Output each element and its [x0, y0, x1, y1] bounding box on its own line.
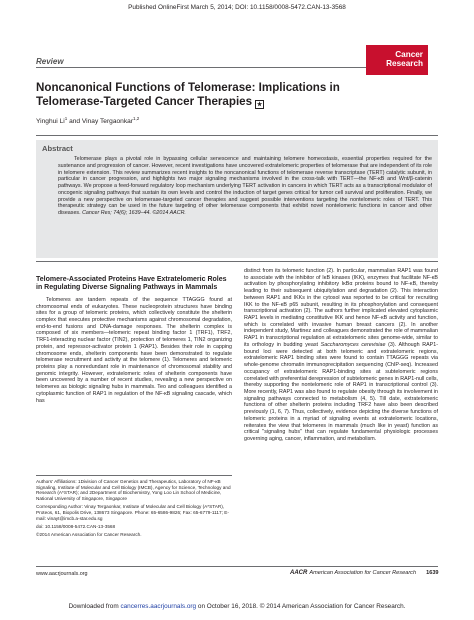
article-title [36, 81, 436, 109]
abstract-top-rule [36, 135, 438, 136]
highlight-icon: ★ [256, 101, 263, 108]
author-list: Yinghui Li$^1$ and Vinay Tergaonkar$^{1,2}$ [36, 116, 140, 126]
right-column [244, 268, 438, 443]
abstract-body: Telomerase plays a pivotal role in bypassing cellular senescence and maintaining telomere homeostasis, essential properties required for the sustenance and progression of cancer. However, recent investigations have uncovered extratelomeric properties of telomerase that are independent of its role in telomere extension. This review summarizes recent insights to the noncanonical functions of telomerase reverse transcriptase (TERT) catalytic subunit, in particular in cancer progression, and highlights two major signaling mechanisms involved in the cross-talk with TERT—the NF-κB and Wnt/β-catenin pathways. We propose a feed-forward regulatory loop mechanism underlying TERT activation in cancers in which TERT acts as a transcriptional modulator of oncogenic signaling pathways that sustain its own levels and control the induction of target genes critical for tumor cell survival and proliferation. Finally, we provide a new perspective on telomerase-targeted cancer therapies and suggest possible interventions targeting the nontelomeric roles of TERT. This therapeutic strategy can be used in the future targeting of other telomerase components that exhibit novel nontelomeric functions in cancer and other diseases. Cancer Res; 74(6); 1639–44. ©2014 AACR. [58, 156, 432, 217]
title-line-1: Noncanonical Functions of Telomerase: Implications in [36, 81, 340, 94]
affiliation-rule [36, 475, 232, 476]
authors-affiliations: Authors' Affiliations: 1Division of Cancer Genetics and Therapeutics, Laboratory of NF-κB Signaling, Institute of Molecular and Cell Biology (IMCB), Agency for Science, Technology and Research (A*STAR); and 2Department of Biochemistry, Yong Loo Lin School of Medicine, National University of Singapore, Singapore [36, 479, 231, 502]
abstract-heading: Abstract [42, 144, 73, 153]
section-heading: Telomere-Associated Proteins Have Extratelomeric Roles in Regulating Diverse Signaling Pathways in Mammals [36, 276, 227, 292]
footer-rule [36, 566, 438, 567]
affiliations-block [36, 479, 232, 540]
published-online-line: Published OnlineFirst March 5, 2014; DOI: 10.1158/0008-5472.CAN-13-3568 [128, 4, 346, 11]
page-number: 1639 [426, 570, 439, 576]
download-link[interactable]: cancerres.aacrjournals.org [120, 603, 197, 610]
right-paragraph: distinct from its telomeric function (2). In particular, mammalian RAP1 was found to associate with the inhibitor of IκB kinases (IKK), enzymes that facilitate NF-κB activation by phosphorylating inhibitory IκBα proteins bound to NF-κB, thereby leading to their subsequent ubiquitylation and degradation (2). This interaction between RAP1 and IKKs in the cytosol was reported to be critical for recruiting IKK to the NF-κB p65 subunit, resulting in its phosphorylation and consequent transcriptional activation (2). The authors further implicated elevated cytoplasmic RAP1 levels in mediating constitutive IKK and hence NF-κB activity and function, which is correlated with invasive human breast cancers (2). In another independent study, Martinez and colleagues demonstrated the role of mammalian RAP1 in transcriptional regulation at extratelomeric sites genome-wide, similar to its orthology in budding yeast Saccharomyces cerevisiae (3). Although RAP1-bound loci were detected at both telomeric and extratelomeric regions, extratelomeric RAP1 binding sites were found to contain TTAGGG repeats via whole-genome chromatin immunoprecipitation sequencing (ChIP-seq). Increased occupancy of extratelomeric RAP1-binding sites at subtelomeric regions correlated with preferential derepression of subtelomeric genes in RAP1-null cells, thereby supporting the nontelomeric role of RAP1 in transcriptional control (3). More recently, RAP1 was also found to regulate obesity through its involvement in signaling pathways connected to metabolism (4, 5). Till date, extratelomeric functions of other shelterin proteins including TRF2 have also been described previously (1, 6, 7). Thus, collectively, evidence depicting the diverse functions of telomeric proteins in a myriad of signaling events at extratelomeric locations, reiterates the view that telomeres in mammals (much like in yeast) function as critical "signaling hubs" that can regulate fundamental physiologic processes governing aging, cancer, inflammation, and metabolism. [244, 268, 438, 442]
footer-publisher: AACR American Association for Cancer Research 1639 [290, 570, 439, 576]
downloaded-line: Downloaded from cancerres.aacrjournals.org on October 16, 2018. © 2014 American Association for Cancer Research. [68, 603, 406, 610]
title-line-2: Telomerase-Targeted Cancer Therapies ★ [36, 94, 263, 108]
badge-line-1: Cancer [395, 50, 423, 59]
aacr-logo-icon: AACR [290, 570, 308, 576]
corresponding-author: Corresponding Author: Vinay Tergaonkar, Institute of Molecular and Cell Biology (A*STAR), Proteos, 61, Biopolis Drive, 138673 Singapore. Phone: 65-6586-9826; Fax: 65-6779-1117; E-mail: vinayt@imcb.a-star.edu.sg [36, 504, 229, 521]
copyright-line: ©2014 American Association for Cancer Research. [36, 532, 142, 538]
badge-line-2: Research [386, 59, 423, 69]
left-paragraph: Telomeres are tandem repeats of the sequence TTAGGG found at chromosomal ends of eukaryotes. These nucleoprotein structures have binding sites for a group of telomeric proteins, which collectively constitute the shelterin complex that executes protective mechanisms against chromosomal degradation, end-to-end fusions and DNA-damage responses. The shelterin complex is composed of six members—telomeric repeat binding factor 1 (TRF1), TRF2, TRF1-interacting nuclear factor (TIN2), protection of telomeres 1, TIN2 organizing protein, and repressor-activator protein 1 (RAP1). Besides their role in capping chromosome ends, shelterin components have been demonstrated to regulate telomerase recruitment and activity at the telomere (1). Telomeres and telomeric proteins play a nonredundant role in maintenance of chromosomal stability and genomic integrity. However, extratelomeric roles of shelterin components have been uncovered by a number of recent studies, revealing a new perspective on telomeres as biologic signaling hubs in mammals. Teo and colleagues identified a cytoplasmic function of RAP1 in regulation of the NF-κB signaling cascade, which has [36, 296, 232, 404]
header-rule [36, 67, 374, 68]
abstract-bottom-rule [36, 261, 438, 262]
journal-badge [366, 45, 428, 75]
footer-website[interactable]: www.aacrjournals.org [36, 571, 88, 577]
abstract-citation: Cancer Res; 74(6); 1639–44. ©2014 AACR. [82, 210, 186, 217]
left-column [36, 276, 232, 404]
doi-line: doi: 10.1158/0008-5472.CAN-13-3568 [36, 523, 116, 529]
section-label: Review [36, 57, 64, 66]
